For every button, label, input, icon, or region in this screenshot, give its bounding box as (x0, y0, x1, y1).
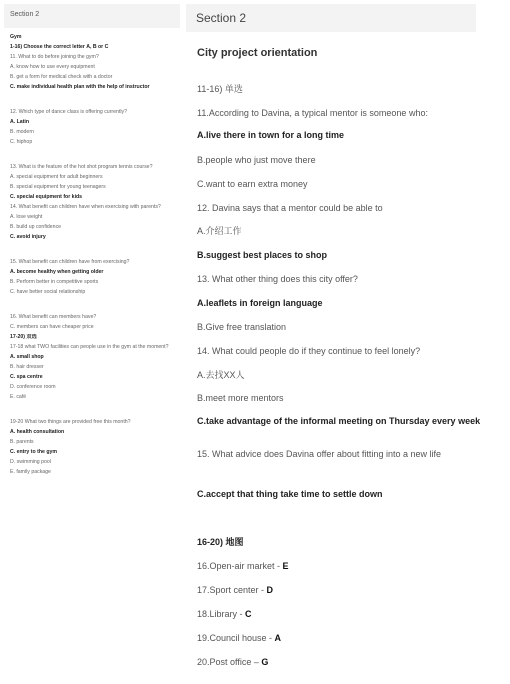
right-line-text: A.介绍工作 (197, 226, 242, 236)
right-line-text: C.want to earn extra money (197, 179, 308, 189)
left-line: C. entry to the gym (10, 449, 57, 455)
right-panel (186, 0, 510, 684)
left-line: C. make individual health plan with the help of instructor (10, 84, 150, 90)
right-line (197, 248, 487, 262)
left-line: A. know how to use every equipment (10, 64, 95, 70)
right-line-text: 19.Council house - (197, 633, 275, 643)
right-line-text: C.take advantage of the informal meeting on Thursday every week (197, 416, 481, 426)
right-line (197, 344, 487, 358)
map-answer-letter: C (245, 609, 252, 619)
left-line: 13. What is the feature of the hot shot program tennis course? (10, 164, 153, 170)
left-line: 17-20) 双选 (10, 334, 37, 340)
right-line (197, 106, 487, 120)
left-line: E. café (10, 394, 27, 400)
left-line: A. small shop (10, 354, 44, 360)
left-line: B. special equipment for young teenagers (10, 184, 106, 190)
right-line (197, 320, 487, 334)
left-line: C. hiphop (10, 139, 33, 145)
right-line (197, 224, 487, 238)
map-answer-letter: G (261, 657, 269, 667)
left-line: C. special equipment for kids (10, 194, 83, 200)
left-line: C. have better social relationship (10, 289, 86, 295)
right-line (197, 128, 487, 142)
right-line (197, 655, 487, 669)
right-line-text: City project orientation (197, 47, 318, 59)
right-line (197, 296, 487, 310)
right-line (197, 446, 487, 463)
map-answer-letter: E (282, 561, 289, 571)
left-section-header (4, 4, 180, 28)
map-answer-letter: D (266, 585, 274, 595)
left-panel (0, 0, 180, 684)
right-line (197, 46, 487, 60)
left-line: D. conference room (10, 384, 56, 390)
left-line: 11. What to do before joining the gym? (10, 54, 99, 60)
left-line: 15. What benefit can children have from exercising? (10, 259, 130, 265)
right-line-text: 16.Open-air market - (197, 561, 283, 571)
right-line (197, 272, 487, 286)
right-line-text: B.meet more mentors (197, 393, 284, 403)
left-line: B. parents (10, 439, 34, 445)
right-line-text: 17.Sport center - (197, 585, 267, 595)
right-line-text: A.live there in town for a long time (197, 130, 345, 140)
left-line: 17-18 what TWO facilities can people use in the gym at the moment? (10, 344, 169, 350)
right-line-text: 15. What advice does Davina offer about fitting into a new life (197, 449, 441, 459)
right-line-text: B.people who just move there (197, 155, 316, 165)
right-line (197, 487, 487, 501)
right-line (197, 413, 487, 430)
right-line-text: 13. What other thing does this city offer? (197, 274, 358, 284)
right-line-text: B.Give free translation (197, 322, 287, 332)
left-line: 12. Which type of dance class is offering currently? (10, 109, 127, 115)
left-line: Gym (10, 34, 22, 40)
right-section-title: Section 2 (196, 11, 247, 25)
right-line (197, 535, 487, 549)
left-line: C. avoid injury (10, 234, 46, 240)
map-answer-letter: A (274, 633, 282, 643)
left-line: B. build up confidence (10, 224, 62, 230)
right-line (197, 177, 487, 191)
right-line (197, 559, 487, 573)
left-line: B. modern (10, 129, 34, 135)
right-line-text: 11-16) 单选 (197, 84, 243, 94)
right-line (197, 631, 487, 645)
left-line: C. members can have cheaper price (10, 324, 94, 330)
right-line (197, 607, 487, 621)
right-line-text: C.accept that thing take time to settle down (197, 489, 383, 499)
right-line (197, 153, 487, 167)
right-line-text: 14. What could people do if they continue to feel lonely? (197, 346, 421, 356)
left-section-title: Section 2 (10, 11, 40, 18)
right-line (197, 391, 487, 405)
right-line (197, 583, 487, 597)
left-line: B. hair dresser (10, 364, 44, 370)
right-line-text: A.去找XX人 (197, 370, 245, 380)
right-line-text: 20.Post office – (197, 657, 262, 667)
right-line (197, 82, 487, 96)
left-line: B. Perform better in competitive sports (10, 279, 99, 285)
left-line: 16. What benefit can members have? (10, 314, 97, 320)
left-line: 14. What benefit can children have when exercising with parents? (10, 204, 161, 210)
right-line (197, 368, 487, 382)
right-line (197, 201, 487, 215)
left-line: C. spa centre (10, 374, 43, 380)
left-line: A. lose weight (10, 214, 43, 220)
left-line: B. get a form for medical check with a doctor (10, 74, 113, 80)
right-section-header (186, 4, 476, 32)
right-line-text: 16-20) 地图 (197, 537, 244, 547)
right-line-text: 18.Library - (197, 609, 246, 619)
left-line: 19-20 What two things are provided free this month? (10, 419, 131, 425)
left-line: 1-16) Choose the correct letter A, B or C (10, 44, 109, 50)
left-line: A. special equipment for adult beginners (10, 174, 103, 180)
left-line: A. Latin (10, 119, 30, 125)
left-line: D. swimming pool (10, 459, 51, 465)
right-line-text: 11.According to Davina, a typical mentor is someone who: (197, 108, 428, 118)
left-line: A. health consultation (10, 429, 65, 435)
left-question-list (10, 34, 178, 479)
right-line-text: A.leaflets in foreign language (197, 298, 323, 308)
left-line: E. family package (10, 469, 51, 475)
left-line: A. become healthy when getting older (10, 269, 104, 275)
right-line-text: B.suggest best places to shop (197, 250, 328, 260)
right-line-text: 12. Davina says that a mentor could be able to (197, 203, 383, 213)
